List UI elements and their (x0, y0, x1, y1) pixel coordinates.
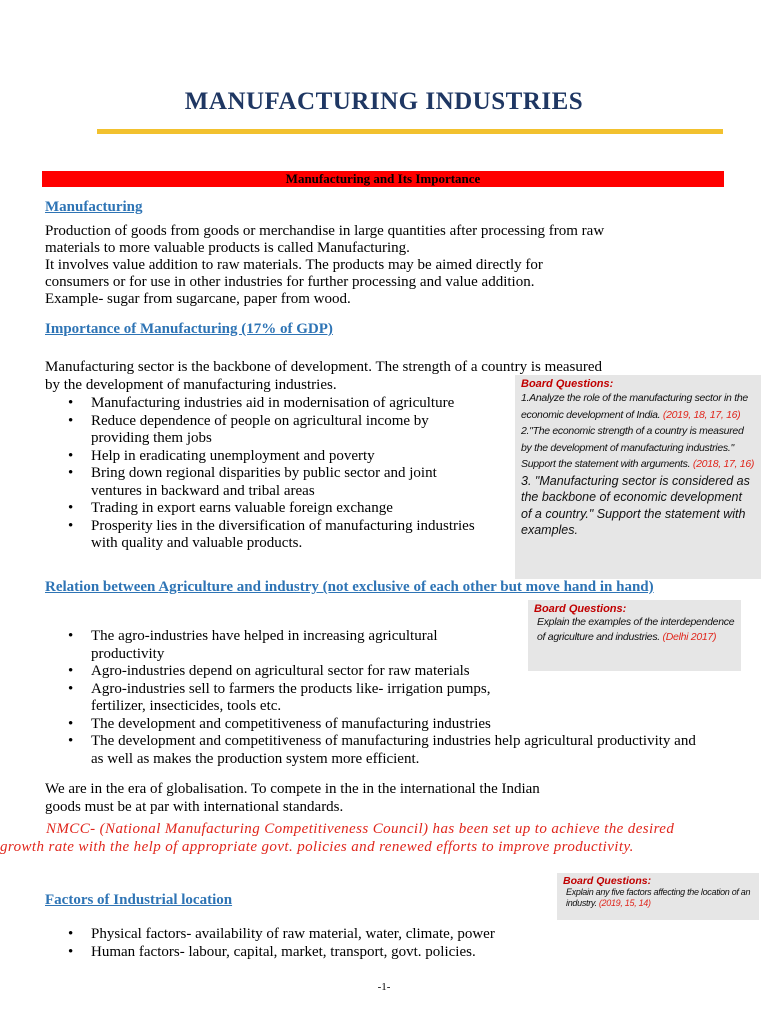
board-question-2 (521, 423, 755, 473)
board-questions-box (557, 873, 759, 920)
board-questions-title: Board Questions: (521, 378, 614, 390)
manufacturing-line: Example- sugar from sugarcane, paper from wood. (45, 291, 351, 307)
list-item: • Help in eradicating unemployment and poverty (45, 448, 495, 466)
board-question-1 (534, 615, 735, 644)
importance-intro-line: by the development of manufacturing industries. (45, 377, 337, 393)
list-item: • Bring down regional disparities by public sector and joint ventures in backward and tribal areas (45, 465, 471, 500)
board-question-text: Explain any five factors affecting the location of an industry. (566, 887, 751, 908)
globalisation-line: We are in the era of globalisation. To compete in the in the international the Indian (45, 781, 540, 797)
board-question-years: (2019, 18, 17, 16) (662, 408, 741, 421)
list-item: • Trading in export earns valuable foreign exchange (45, 500, 495, 518)
importance-list (45, 395, 495, 553)
list-item: • Prosperity lies in the diversification of manufacturing industries with quality and valuable products. (45, 518, 491, 553)
list-item: • Manufacturing industries aid in modernisation of agriculture (45, 395, 495, 413)
manufacturing-line: Production of goods from goods or merchandise in large quantities after processing from raw (45, 223, 605, 239)
board-question-3: 3. "Manufacturing sector is considered as the backbone of economic development of a country." Support the statement with examples. (521, 473, 750, 537)
board-question-text: Explain the examples of the interdependence of agriculture and industries. (537, 616, 735, 643)
board-question-1 (563, 887, 753, 909)
page-title: MANUFACTURING INDUSTRIES (184, 88, 584, 115)
board-question-years: (2018, 17, 16) (692, 458, 755, 470)
title-underline (97, 129, 723, 134)
manufacturing-line: consumers or for use in other industries for further processing and value addition. (45, 274, 535, 290)
board-questions-box (515, 375, 761, 579)
board-question-years: (2019, 15, 14) (598, 898, 651, 908)
board-question-text: 1.Analyze the role of the manufacturing sector in the economic development of India. (521, 392, 748, 421)
list-item: • The development and competitiveness of manufacturing industries help agricultural productivity and as well as makes the production system more efficient. (45, 733, 711, 768)
manufacturing-line: It involves value addition to raw materials. The products may be aimed directly for (45, 257, 543, 273)
list-item: • Reduce dependence of people on agricultural income by providing them jobs (45, 413, 451, 448)
factors-heading: Factors of Industrial location (45, 892, 233, 908)
board-question-1 (521, 390, 755, 423)
globalisation-line: goods must be at par with international standards. (45, 799, 344, 815)
manufacturing-line: materials to more valuable products is called Manufacturing. (45, 240, 410, 256)
manufacturing-heading: Manufacturing (45, 199, 143, 215)
board-questions-title: Board Questions: (563, 875, 652, 887)
relation-heading: Relation between Agriculture and industry (not exclusive of each other but move hand in hand) (45, 579, 654, 595)
board-questions-title: Board Questions: (534, 603, 627, 615)
board-question-years: (Delhi 2017) (662, 630, 717, 643)
section-banner: Manufacturing and Its Importance (42, 171, 724, 187)
importance-intro-line: Manufacturing sector is the backbone of development. The strength of a country is measured (45, 359, 603, 375)
importance-heading: Importance of Manufacturing (17% of GDP) (45, 321, 333, 337)
list-item: • Agro-industries sell to farmers the products like- irrigation pumps, fertilizer, insecticides, tools etc. (45, 681, 511, 716)
list-item: • The agro-industries have helped in increasing agricultural productivity (45, 628, 501, 663)
list-item: • Physical factors- availability of raw material, water, climate, power (45, 926, 725, 944)
page-number: -1- (377, 981, 391, 993)
list-item: • Agro-industries depend on agricultural sector for raw materials (45, 663, 725, 681)
board-questions-box (528, 600, 741, 671)
list-item: • Human factors- labour, capital, market, transport, govt. policies. (45, 944, 725, 962)
board-question-text: 2."The economic strength of a country is measured by the development of manufacturing industries." Support the statement with arguments. (521, 425, 744, 470)
list-item: • The development and competitiveness of manufacturing industries (45, 716, 725, 734)
nmcc-note: NMCC- (National Manufacturing Competitiveness Council) has been set up to achieve the desired growth rate with the help of appropriate govt. policies and renewed efforts to improve productivity. (0, 821, 675, 855)
factors-list (45, 926, 725, 961)
